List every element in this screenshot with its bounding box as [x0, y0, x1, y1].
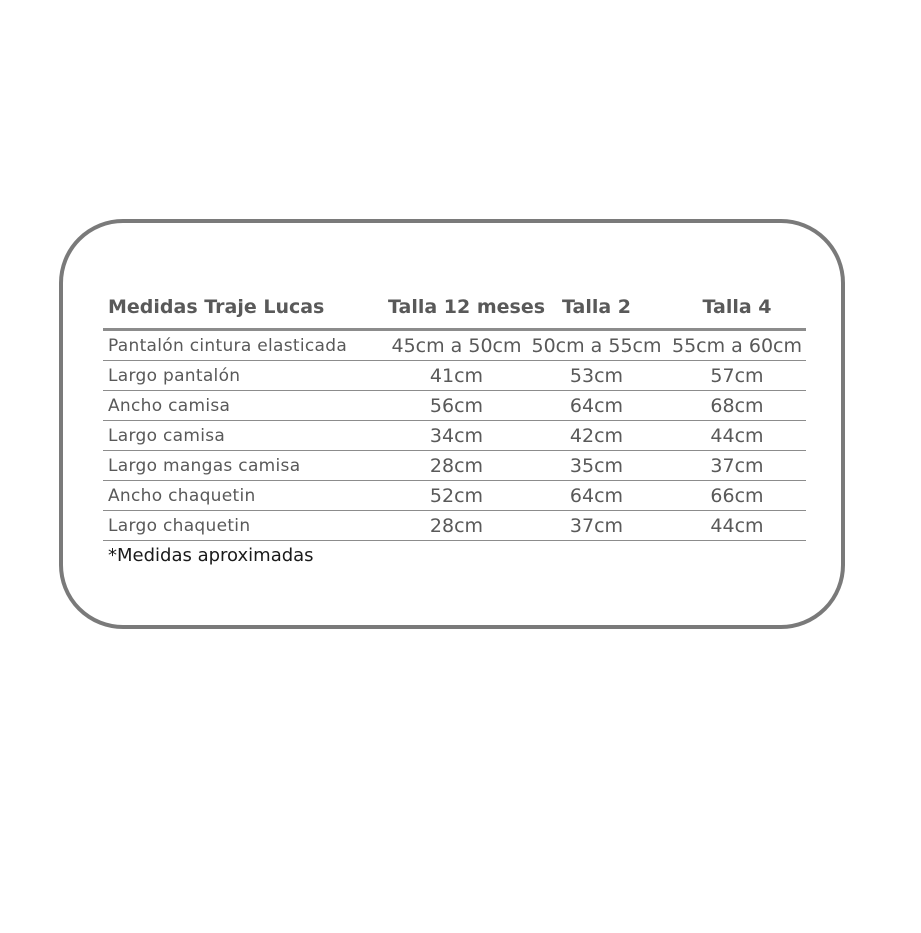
row-label: Ancho chaquetin [103, 481, 388, 511]
table-row [103, 421, 806, 451]
cell-value: 66cm [668, 481, 806, 511]
cell-value: 53cm [525, 361, 668, 391]
cell-value: 34cm [388, 421, 525, 451]
cell-value: 28cm [388, 511, 525, 541]
cell-value: 50cm a 55cm [525, 330, 668, 361]
cell-value: 45cm a 50cm [388, 330, 525, 361]
table-row [103, 330, 806, 361]
cell-value: 42cm [525, 421, 668, 451]
cell-value: 37cm [525, 511, 668, 541]
cell-value: 44cm [668, 511, 806, 541]
cell-value: 57cm [668, 361, 806, 391]
row-label: Ancho camisa [103, 391, 388, 421]
column-header-size: Talla 2 [525, 285, 668, 330]
row-label: Largo pantalón [103, 361, 388, 391]
table-row [103, 511, 806, 541]
row-label: Pantalón cintura elasticada [103, 330, 388, 361]
table-row [103, 391, 806, 421]
table-header-row [103, 285, 806, 330]
table-title: Medidas Traje Lucas [103, 285, 388, 330]
cell-value: 64cm [525, 391, 668, 421]
cell-value: 35cm [525, 451, 668, 481]
column-header-size: Talla 4 [668, 285, 806, 330]
cell-value: 56cm [388, 391, 525, 421]
row-label: Largo chaquetin [103, 511, 388, 541]
table-row [103, 451, 806, 481]
row-label: Largo camisa [103, 421, 388, 451]
cell-value: 55cm a 60cm [668, 330, 806, 361]
cell-value: 28cm [388, 451, 525, 481]
cell-value: 68cm [668, 391, 806, 421]
cell-value: 52cm [388, 481, 525, 511]
cell-value: 41cm [388, 361, 525, 391]
approximate-measures-note: *Medidas aproximadas [108, 545, 314, 566]
row-label: Largo mangas camisa [103, 451, 388, 481]
cell-value: 37cm [668, 451, 806, 481]
table-row [103, 481, 806, 511]
size-chart-table [103, 285, 806, 541]
cell-value: 64cm [525, 481, 668, 511]
table-row [103, 361, 806, 391]
cell-value: 44cm [668, 421, 806, 451]
column-header-size: Talla 12 meses [388, 285, 525, 330]
